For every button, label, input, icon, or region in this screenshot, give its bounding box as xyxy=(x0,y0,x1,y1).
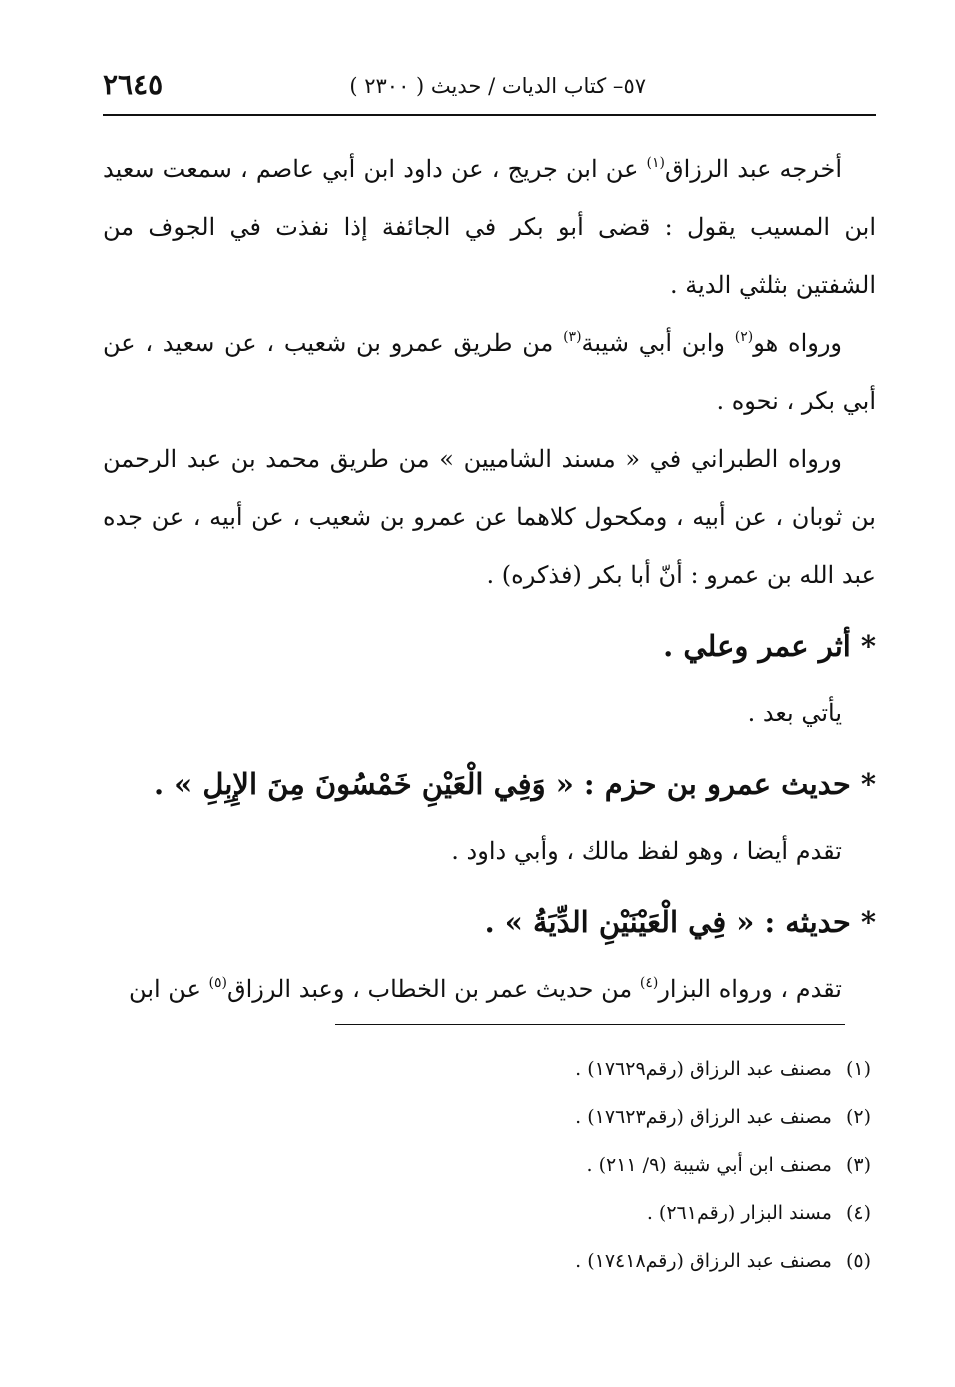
paragraph-2 xyxy=(103,314,876,430)
paragraph-2-text-a: ورواه هو xyxy=(753,329,843,357)
footnote-ref-3[interactable]: (٣) xyxy=(563,329,582,345)
asterisk-marker: * xyxy=(860,905,876,939)
paragraph-3: ورواه الطبراني في « مسند الشاميين » من طريق محمد بن عبد الرحمن بن ثوبان ، عن أبيه ، ومكحول كلاهما عن عمرو بن شعيب ، عن أبيه ، عن جده عبد الله بن عمرو : أنّ أبا بكر (فذكره) . xyxy=(103,445,876,589)
page-number: ٢٦٤٥ xyxy=(103,68,164,101)
footnote-number: (١) xyxy=(845,1058,871,1080)
footnote-divider xyxy=(335,1024,845,1025)
paragraph-5: تقدم أيضا ، وهو لفظ مالك ، وأبي داود . xyxy=(451,837,842,865)
footnote-number: (٣) xyxy=(845,1154,871,1176)
paragraph-1 xyxy=(103,140,876,314)
section-title: حديث عمرو بن حزم : « وَفِي الْعَيْنِ خَمْسُونَ مِنَ الإِبِلِ » . xyxy=(153,767,851,801)
section-heading-athar xyxy=(103,604,876,684)
paragraph-1-text-b: عن ابن جريج ، عن داود ابن أبي عاصم ، سمعت سعيد ابن المسيب يقول : قضى أبو بكر في الجائفة إذا نفذت في الجوف من الشفتين بثلثي الدية . xyxy=(103,155,877,299)
main-text xyxy=(103,140,876,1018)
running-title: ٥٧– كتاب الديات / حديث ( ٢٣٠٠ ) xyxy=(349,74,646,98)
asterisk-marker: * xyxy=(860,767,876,801)
section-heading-amr-hazm xyxy=(103,742,876,822)
paragraph-1-text-a: أخرجه عبد الرزاق xyxy=(665,155,843,183)
paragraph-2-text-c: من طريق عمرو بن شعيب ، عن سعيد ، عن أبي بكر ، نحوه . xyxy=(103,329,876,415)
footnote-item xyxy=(311,1141,871,1189)
footnotes xyxy=(311,1045,871,1285)
footnote-number: (٤) xyxy=(845,1202,871,1224)
footnote-text: مصنف عبد الرزاق (رقم١٧٦٢٣) . xyxy=(575,1106,832,1128)
footnote-text: مصنف عبد الرزاق (رقم١٧٤١٨) . xyxy=(575,1250,832,1272)
footnote-text: مصنف عبد الرزاق (رقم١٧٦٢٩) . xyxy=(575,1058,832,1080)
footnote-item xyxy=(311,1189,871,1237)
paragraph-6-text-c: عن ابن xyxy=(129,975,209,1003)
paragraph-6 xyxy=(103,960,876,1018)
section-title: حديثه : « فِي الْعَيْنَيْنِ الدِّيَةُ » . xyxy=(484,905,851,939)
paragraph-2-text-b: وابن أبي شيبة xyxy=(581,329,735,357)
paragraph-6-text-a: تقدم ، ورواه البزار xyxy=(658,975,842,1003)
footnote-text: مصنف ابن أبي شيبة (٩/ ٢١١) . xyxy=(586,1154,832,1176)
footnote-ref-4[interactable]: (٤) xyxy=(639,975,659,991)
footnote-item xyxy=(311,1237,871,1285)
asterisk-marker: * xyxy=(860,629,876,663)
footnote-ref-1[interactable]: (١) xyxy=(646,155,665,171)
section-title: أثر عمر وعلي . xyxy=(663,629,851,663)
footnote-number: (٥) xyxy=(845,1250,871,1272)
page-header xyxy=(103,68,876,116)
paragraph-6-text-b: من حديث عمر بن الخطاب ، وعبد الرزاق xyxy=(226,975,640,1003)
footnote-item xyxy=(311,1045,871,1093)
section-heading-ainayn xyxy=(103,880,876,960)
paragraph-4: يأتي بعد . xyxy=(747,699,842,727)
footnote-item xyxy=(311,1093,871,1141)
footnote-ref-2[interactable]: (٢) xyxy=(734,329,754,345)
footnote-number: (٢) xyxy=(845,1106,871,1128)
footnote-text: مسند البزار (رقم٢٦١) . xyxy=(646,1202,832,1224)
footnote-ref-5[interactable]: (٥) xyxy=(208,975,227,991)
